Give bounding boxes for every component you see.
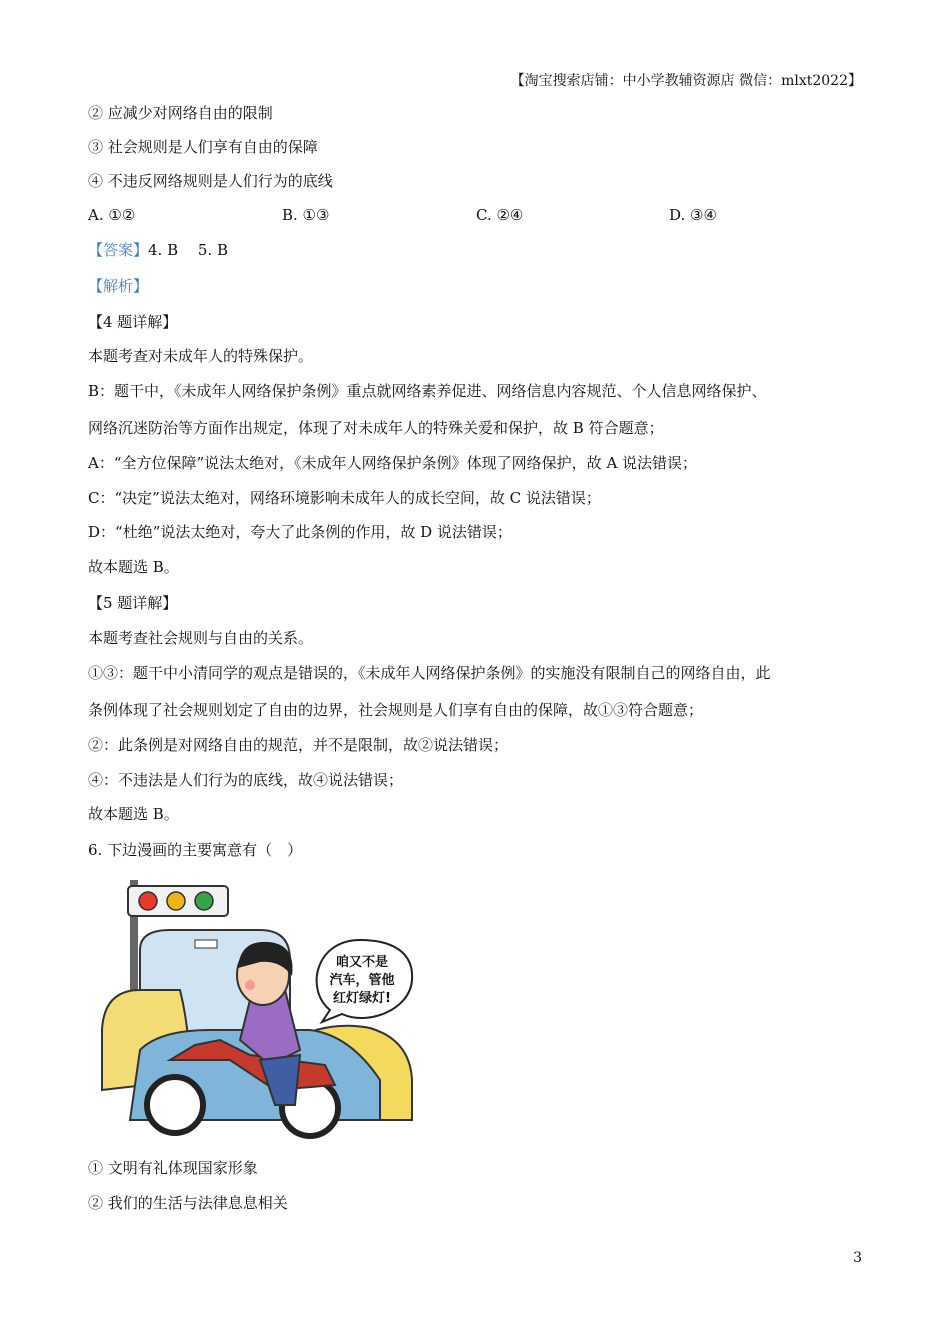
bubble-line: 红灯绿灯! [333,991,391,1006]
q5-line: ②：此条例是对网络自由的规范，并不是限制，故②说法错误； [88,736,509,754]
q4-line: 故本题选 B。 [88,558,179,576]
q4-line: A：“全方位保障”说法太绝对，《未成年人网络保护条例》体现了网络保护，故 A 说法错误； [88,454,698,472]
q6-item-2: ② 我们的生活与法律息息相关 [88,1194,288,1212]
q5-line: 本题考查社会规则与自由的关系。 [88,629,314,647]
option-b: B. ①③ [282,206,330,224]
q4-line: 网络沉迷防治等方面作出规定，体现了对未成年人的特殊关爱和保护，故 B 符合题意； [88,419,664,437]
answer-text: 4. B 5. B [148,241,228,259]
yellow-light-icon [167,892,185,910]
option-a: A. ①② [88,206,136,224]
motorcycle-front-wheel [147,1077,203,1133]
q6-item-1: ① 文明有礼体现国家形象 [88,1159,258,1177]
option-d: D. ③④ [669,206,717,224]
answer-line [88,240,228,260]
q5-title: 【5 题详解】 [88,594,178,612]
q6-stem: 6. 下边漫画的主要寓意有（ ） [88,841,303,859]
q4-line: C：“决定”说法太绝对，网络环境影响未成年人的成长空间，故 C 说法错误； [88,489,601,507]
green-light-icon [195,892,213,910]
bus-sign [195,940,217,948]
q4-line: B：题干中，《未成年人网络保护条例》重点就网络素养促进、网络信息内容规范、个人信息网络保护、 [88,382,767,400]
q5-item-2: ② 应减少对网络自由的限制 [88,104,273,122]
page-header: 【淘宝搜索店铺：中小学教辅资源店 微信：mlxt2022】 [510,73,862,89]
option-c: C. ②④ [476,206,524,224]
red-light-icon [139,892,157,910]
bubble-line: 咱又不是 [335,955,389,970]
page-number: 3 [853,1250,862,1266]
answer-tag: 【答案】 [88,241,149,259]
analysis-tag: 【解析】 [88,277,149,295]
q5-item-4: ④ 不违反网络规则是人们行为的底线 [88,172,333,190]
q4-title: 【4 题详解】 [88,313,178,331]
bubble-line: 汽车，管他 [329,973,395,988]
q4-line: D：“杜绝”说法太绝对，夸大了此条例的作用，故 D 说法错误； [88,523,512,541]
q5-item-3: ③ 社会规则是人们享有自由的保障 [88,138,318,156]
q5-line: 条例体现了社会规则划定了自由的边界，社会规则是人们享有自由的保障，故①③符合题意； [88,701,704,719]
q5-line: ④：不违法是人们行为的底线，故④说法错误； [88,771,404,789]
q5-line: 故本题选 B。 [88,805,179,823]
q5-line: ①③：题干中小清同学的观点是错误的，《未成年人网络保护条例》的实施没有限制自己的网络自由，此 [88,664,771,682]
q4-line: 本题考查对未成年人的特殊保护。 [88,347,314,365]
traffic-cartoon-image [100,880,420,1142]
rider-blush [245,980,255,990]
